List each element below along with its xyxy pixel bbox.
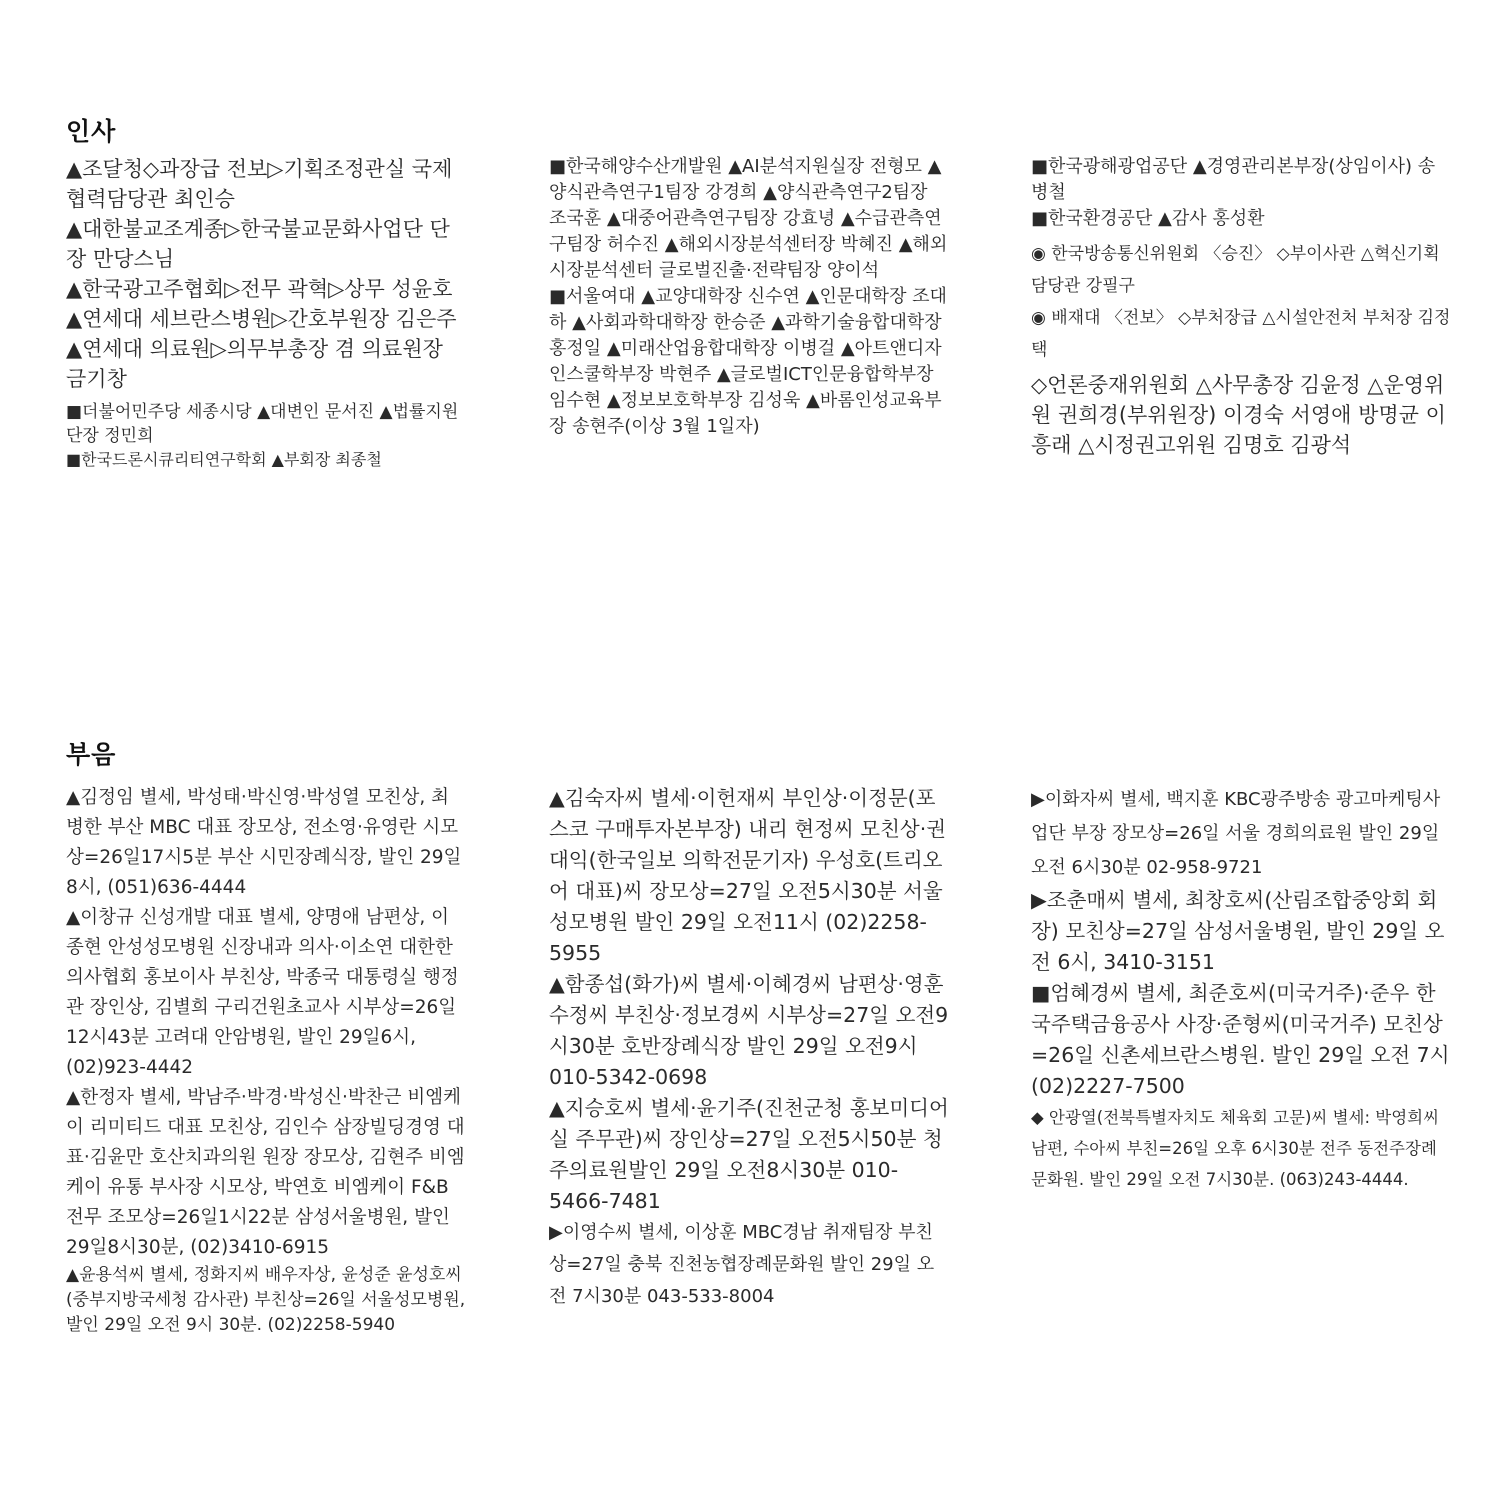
insa-entry: ■더불어민주당 세종시당 ▲대변인 문서진 ▲법률지원단장 정민희 [66, 402, 459, 446]
bueum-entry: ▶이영수씨 별세, 이상훈 MBC경남 취재팀장 부친상=27일 충북 진천농협장례문화원 발인 29일 오전 7시30분 043-533-8004 [549, 1222, 935, 1307]
bueum-entry: ▲한정자 별세, 박남주·박경·박성신·박찬근 비엠케이 리미티드 대표 모친상, 김인수 삼장빌딩경영 대표·김윤만 호산치과의원 원장 장모상, 김현주 비엠케이 유통 부사장 시모상, 박연호 비엠케이 F&B 전무 조모상=26일1시22분 삼성서울병원, 발인 29일8시30분, (02)3410-6915 [66, 1087, 465, 1258]
insa-entry: ▲연세대 세브란스병원▷간호부원장 김은주 [66, 307, 457, 331]
insa-entry: ■한국해양수산개발원 ▲AI분석지원실장 전형모 ▲양식관측연구1팀장 강경희 ▲양식관측연구2팀장 조국훈 ▲대중어관측연구팀장 강효녕 ▲수급관측연구팀장 허수진 ▲해외시장분석센터장 박혜진 ▲해외시장분석센터 글로벌진출·전략팀장 양이석 [549, 156, 948, 281]
section-heading-bueum: 부음 [66, 740, 117, 769]
bueum-entry: ■엄혜경씨 별세, 최준호씨(미국거주)·준우 한국주택금융공사 사장·준형씨(미국거주) 모친상=26일 신촌세브란스병원. 발인 29일 오전 7시 (02)2227-7500 [1031, 981, 1450, 1098]
insa-column-1 [66, 154, 466, 471]
bueum-entry: ▲지승호씨 별세·윤기주(진천군청 홍보미디어실 주무관)씨 장인상=27일 오전5시50분 청주의료원발인 29일 오전8시30분 010-5466-7481 [549, 1096, 949, 1213]
insa-column-3 [1031, 154, 1451, 460]
insa-entry: ▲한국광고주협회▷전무 곽혁▷상무 성윤호 [66, 277, 453, 301]
insa-entry: ◉ 배재대 〈전보〉 ◇부처장급 △시설안전처 부처장 김정택 [1031, 308, 1451, 360]
insa-entry: ■서울여대 ▲교양대학장 신수연 ▲인문대학장 조대하 ▲사회과학대학장 한승준 ▲과학기술융합대학장 홍정일 ▲미래산업융합대학장 이병걸 ▲아트앤디자인스쿨학부장 박현주 ▲글로벌ICT인문융합학부장 임수현 ▲정보보호학부장 김성욱 ▲바롬인성교육부장 송현주(이상 3월 1일자) [549, 286, 947, 437]
bueum-entry: ▲함종섭(화가)씨 별세·이혜경씨 남편상·영훈 수정씨 부친상·정보경씨 시부상=27일 오전9시30분 호반장례식장 발인 29일 오전9시 010-5342-0698 [549, 972, 949, 1089]
insa-entry: ■한국광해광업공단 ▲경영관리본부장(상임이사) 송병철 [1031, 156, 1436, 203]
bueum-entry: ▲김정임 별세, 박성태·박신영·박성열 모친상, 최병한 부산 MBC 대표 장모상, 전소영·유영란 시모상=26일17시5분 부산 시민장례식장, 발인 29일8시, (051)636-4444 [66, 787, 462, 898]
insa-entry: ■한국환경공단 ▲감사 홍성환 [1031, 208, 1265, 229]
section-heading-insa: 인사 [66, 117, 117, 146]
insa-entry: ▲대한불교조계종▷한국불교문화사업단 단장 만당스님 [66, 217, 450, 271]
bueum-column-2 [549, 783, 949, 1313]
insa-column-2 [549, 154, 949, 440]
insa-entry: ▲연세대 의료원▷의무부총장 겸 의료원장 금기창 [66, 337, 443, 391]
bueum-entry: ▲이창규 신성개발 대표 별세, 양명애 남편상, 이종현 안성성모병원 신장내과 의사·이소연 대한한의사협회 홍보이사 부친상, 박종국 대통령실 행정관 장인상, 김별희 구리건원초교사 시부상=26일12시43분 고려대 안암병원, 발인 29일6시, (02)923-4442 [66, 907, 459, 1078]
insa-entry: ▲조달청◇과장급 전보▷기획조정관실 국제협력담당관 최인승 [66, 157, 453, 211]
insa-entry: ■한국드론시큐리티연구학회 ▲부회장 최종철 [66, 450, 382, 469]
bueum-column-1 [66, 783, 466, 1338]
bueum-entry: ▶조춘매씨 별세, 최창호씨(산림조합중앙회 회장) 모친상=27일 삼성서울병원, 발인 29일 오전 6시, 3410-3151 [1031, 888, 1445, 974]
insa-entry: ◇언론중재위원회 △사무총장 김윤정 △운영위원 권희경(부위원장) 이경숙 서영애 방명균 이흥래 △시정권고위원 김명호 김광석 [1031, 373, 1446, 457]
bueum-entry: ▶이화자씨 별세, 백지훈 KBC광주방송 광고마케팅사업단 부장 장모상=26일 서울 경희의료원 발인 29일 오전 6시30분 02-958-9721 [1031, 789, 1441, 878]
bueum-column-3 [1031, 783, 1451, 1195]
bueum-entry: ▲김숙자씨 별세·이헌재씨 부인상·이정문(포스코 구매투자본부장) 내리 현정씨 모친상·권대익(한국일보 의학전문기자) 우성호(트리오 어 대표)씨 장모상=27일 오전5시30분 서울성모병원 발인 29일 오전11시 (02)2258-5955 [549, 786, 947, 965]
bueum-entry: ◆ 안광열(전북특별자치도 체육회 고문)씨 별세: 박영희씨 남편, 수아씨 부친=26일 오후 6시30분 전주 동전주장례문화원. 발인 29일 오전 7시30분. (063)243-4444. [1031, 1108, 1440, 1189]
bueum-entry: ▲윤용석씨 별세, 정화지씨 배우자상, 윤성준 윤성호씨(중부지방국세청 감사관) 부친상=26일 서울성모병원, 발인 29일 오전 9시 30분. (02)2258-5940 [66, 1265, 466, 1335]
insa-entry: ◉ 한국방송통신위원회 〈승진〉 ◇부이사관 △혁신기획담당관 강필구 [1031, 244, 1440, 296]
